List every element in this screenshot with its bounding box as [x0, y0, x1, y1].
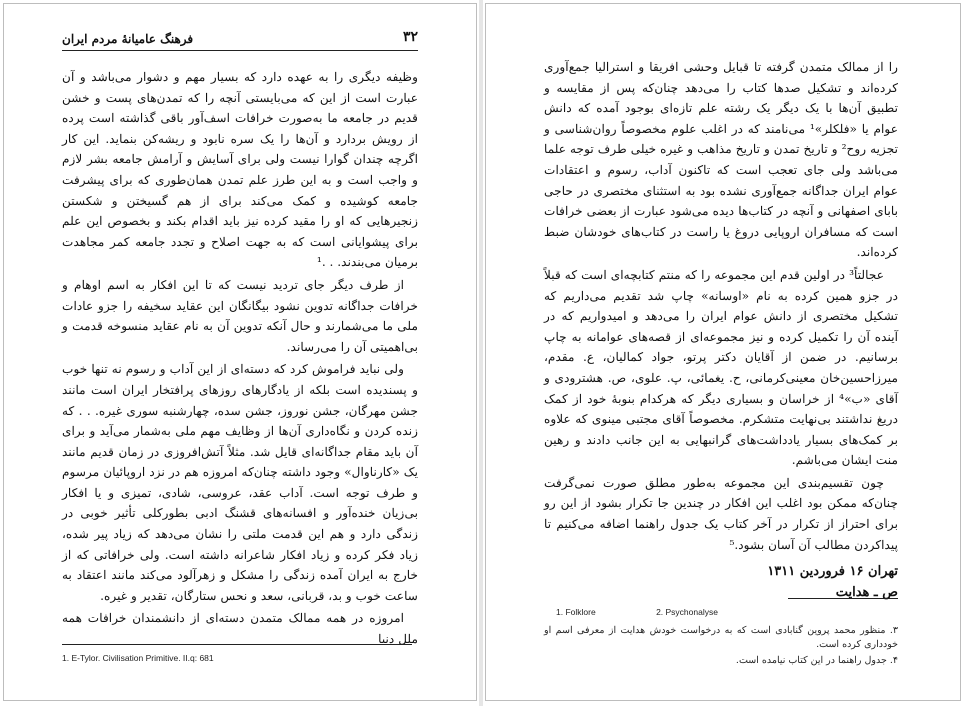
footnote-rule: [788, 598, 898, 599]
footnote-4: ۴. جدول راهنما در این کتاب نیامده است.: [735, 655, 898, 666]
footnotes-latin: [556, 607, 856, 617]
signoff: [544, 561, 898, 603]
right-page: [485, 3, 961, 701]
signoff-date: تهران ۱۶ فروردین ۱۳۱۱: [767, 564, 898, 580]
paragraph: وظیفه دیگری را به عهده دارد که بسیار مهم و دشوار می‌باشد و آن عبارت است از این که می‌بایستی آنچه را که تمدن‌های پست و خشن قدیم در جامعه ما به‌صورت خرافات اسف‌آور باقی گذاشته است پرده از رویش بردارد و آن‌ها را یک سره نابود و ریشه‌کن بنماید. این کار اگرچه چندان گوارا نیست ولی برای آسایش و آرامش جامعه بشر لازم و واجب است و به این طرز علم تمدن همان‌طوری که برای پیشرفت جامعه کوشیده و کمک می‌کند برای از هم گسیختن و شکستن زنجیرهایی که او را مقید کرده نیز باید اقدام بکند و بخصوص این علم برای پیشوایانی است که به جهت اصلاح و تجدد جامعه کمر مجاهدت برمیان می‌بندند. . .¹: [62, 70, 418, 270]
page-number: ۳۲: [402, 29, 418, 45]
paragraph: از طرف دیگر جای تردید نیست که تا این افکار به اسم اوهام و خرافات جداگانه تدوین نشود بیگانگان این عقاید سخیفه را جزو عادات ملی ما می‌شمارند و حال آنکه تدوین آن به نام عقاید منسوخه قدمت و بی‌اهمیتی آن را می‌رساند.: [62, 277, 418, 354]
footnote: 1. E-Tylor. Civilisation Primitive. II.q: 681: [62, 653, 214, 663]
footnotes-persian: [544, 624, 898, 670]
paragraph: ولی نباید فراموش کرد که دسته‌ای از این آداب و رسوم نه تنها خوب و پسندیده است بلکه از یادگارهای روزهای پرافتخار ایران است مانند جشن مهرگان، جشن نوروز، جشن سده، چهارشنبه سوری غیره. . . که زنده کردن و نگاه‌داری آن‌ها از وظایف مهم ملی به‌شمار می‌آید و برای آن باید مقام جداگانه‌ای قایل شد. مثلاً آتش‌افروزی در زمان قدیم مانند یک «کارناوال» وجود داشته چنان‌که امروزه هم در نزد اروپائیان مرسوم و طرف توجه است. آداب عقد، عروسی، شادی، تمیزی و یا افکار بی‌زیان خنده‌آور و افسانه‌های قشنگ ادبی بطورکلی تأثیر خوبی در زندگی دارد و هم این قدمت ملتی را نشان می‌دهد که زیاد پیر شده، زیاد فکر کرده و زیاد افکار شاعرانه داشته است. ولی خرافاتی که از خارج به ایران آمده زندگی را مشکل و زهرآلود می‌کند مانند اعتقاد به ساعت خوب و بد، قربانی، سعد و نحس ستارگان، تقدیر و غیره.: [62, 362, 418, 603]
left-page: [3, 3, 477, 701]
left-page-body: [62, 67, 418, 652]
footnote-rule: [62, 644, 412, 645]
book-gutter: [479, 0, 483, 706]
running-title: فرهنگ عامیانهٔ مردم ایران: [62, 32, 194, 46]
right-page-body: [544, 57, 898, 603]
footnote-1: 1. Folklore: [556, 607, 596, 617]
page-header: [62, 26, 418, 51]
paragraph: امروزه در همه ممالک متمدن دسته‌ای از دانشمندان خرافات همه ملل دنیا: [62, 611, 418, 647]
paragraph: چون تقسیم‌بندی این مجموعه به‌طور مطلق صورت نمی‌گرفت چنان‌که ممکن بود اغلب این افکار در چندین جا تکرار بشود از این رو برای احتراز از تکرار در آخر کتاب یک جدول راهنما اضافه می‌کنیم تا پیداکردن مطالب آن آسان بشود.⁵: [544, 475, 898, 552]
paragraph: عجالتاً³ در اولین قدم این مجموعه را که منتم کتابچه‌ای است که قبلاً در جزو همین کرده به نام «اوسانه» چاپ شد تقدیم می‌داریم که تشکیل مختصری از دانش عوام ایران را می‌دهد و امیدواریم که در آینده آن را تکمیل کرده و نیز مجموعه‌ای از قصه‌های عوامانه به چاپ برسانیم. در ضمن از آقایان دکتر پرتو، جواد کمالیان، ع. مقدم، میرزاحسین‌خان معینی‌کرمانی، ح. یغمائی، پ. علوی، ص. هشترودی و آقای «ب»⁴ از خراسان و بسیاری دیگر که هرکدام بنوبهٔ خود از کمک دریغ نداشتند بی‌نهایت متشکرم. مخصوصاً آقای مجتبی مینوی که علاوه بر کمک‌های بسیار یادداشت‌های گرانبهایی به این جانب دادند و رهین منت ایشان می‌باشم.: [544, 267, 898, 468]
footnote-3: ۳. منظور محمد پروین گنابادی است که به درخواست خودش هدایت از معرفی اسم او خودداری کرده است.: [544, 625, 898, 650]
paragraph: را از ممالک متمدن گرفته تا قبایل وحشی افریقا و استرالیا جمع‌آوری کرده‌اند و تشکیل صدها کتاب را می‌دهد چنان‌که پس از مقایسه و تطبیق آن‌ها با یک دیگر یک رشته علم تازه‌ای بوجود آمده که دانش عوام یا «فلکلر»¹ می‌نامند که در اغلب علوم مخصوصاً روان‌شناسی و تجزیه روح² و تاریخ تمدن و تاریخ مذاهب و غیره خیلی طرف توجه علما می‌باشد ولی جای تعجب است که تاکنون آداب، رسوم و اعتقادات عوام ایران جداگانه جمع‌آوری نشده بود به استثنای مختصری در حاجی بابای اصفهانی و آنچه در کتاب‌ها دیده می‌شود عبارت از بعضی خرافات است که مسافران اروپایی دروغ یا راست در کتاب‌های خودشان ضبط کرده‌اند.: [544, 60, 899, 260]
footnote-2: 2. Psychonalyse: [656, 607, 718, 617]
signoff-name: ص ـ هدایت: [835, 585, 898, 601]
